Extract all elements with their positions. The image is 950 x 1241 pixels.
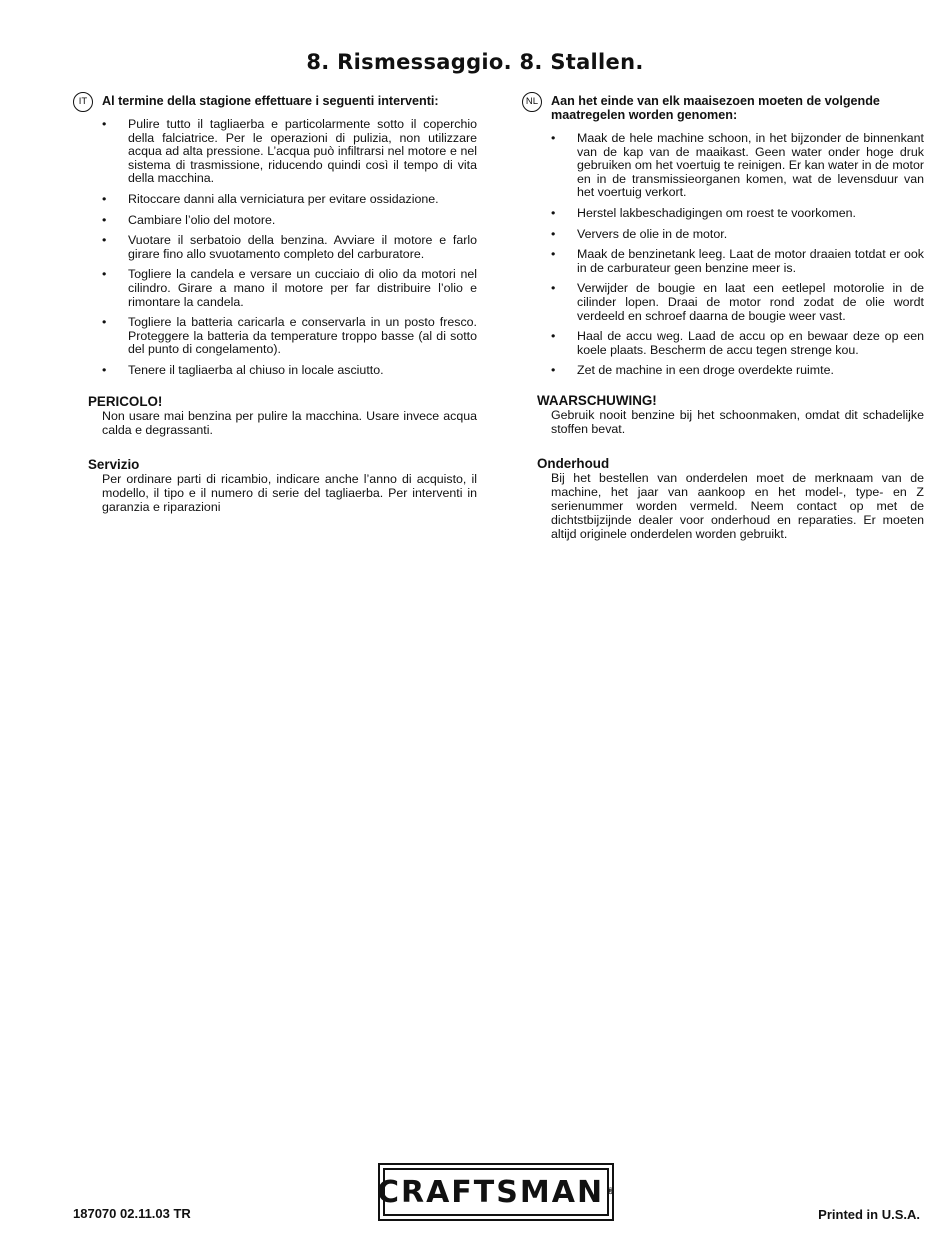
bullet-icon: • [102,267,107,282]
craftsman-logo-text: CRAFTSMAN [376,1174,605,1210]
bullet-icon: • [102,191,107,206]
list-item-text: Verwijder de bougie en laat een eetlepel motorolie in de cilinder lopen. Draai de motor rond zodat de olie wordt verdeeld en schroef daarna de bougie weer vast. [577,281,924,323]
list-item [551,364,924,378]
list-item-text: Zet de machine in een droge overdekte ruimte. [577,363,834,378]
list-item [102,316,477,357]
list-item [551,207,924,221]
list-item [102,193,477,207]
italian-warning-heading: PERICOLO! [88,393,163,409]
bullet-icon: • [551,363,556,378]
bullet-icon: • [102,117,107,131]
bullet-icon: • [551,281,556,296]
bullet-icon: • [102,233,107,248]
list-item [102,214,477,228]
italian-bullet-list [73,118,477,378]
bullet-icon: • [551,226,556,241]
list-item [551,248,924,275]
dutch-service-heading: Onderhoud [537,455,610,471]
list-item-text: Ververs de olie in de motor. [577,226,728,241]
list-item [102,268,477,309]
dutch-service-text: Bij het bestellen van onderdelen moet de merknaam van de machine, het jaar van aankoop en het model-, type- en Z serienummer worden vermeld. Neem contact op met de dichtstbijzijnde dealer voor onderhoud en reparaties. Er moeten altijd originele onderdelen worden gebruikt. [551,470,924,541]
bullet-icon: • [551,247,556,262]
dutch-bullet-list [522,132,924,378]
bullet-icon: • [102,315,107,330]
list-item [551,282,924,323]
list-item [551,132,924,200]
registered-mark: ® [606,1187,616,1197]
italian-intro-text: Al termine della stagione effettuare i seguenti interventi: [102,94,439,108]
dutch-warning-text: Gebruik nooit benzine bij het schoonmaken, omdat dit schadelijke stoffen bevat. [551,407,924,436]
italian-service-text: Per ordinare parti di ricambio, indicare anche l’anno di acquisto, il modello, il tipo e il numero di serie del tagliaerba. Per interventi in garanzia e riparazioni [102,471,477,514]
list-item-text: Cambiare l’olio del motore. [128,212,276,227]
list-item [551,330,924,357]
page-title: 8. Rismessaggio. 8. Stallen. [306,50,644,74]
italian-warning-text: Non usare mai benzina per pulire la macchina. Usare invece acqua calda e degrassanti. [102,408,477,437]
list-item-text: Maak de hele machine schoon, in het bijzonder de binnenkant van de kap van de maaikast. Geen water onder hoge druk gebruiken om het voertuig te reinigen. Er kan water in de motor en in de transmissieorganen komen, wat de levensduur van het voertuig verkort. [577,131,924,200]
dutch-intro [522,94,924,122]
craftsman-logo-inner [376,1168,616,1216]
list-item-text: Maak de benzinetank leeg. Laat de motor draaien totdat er ook in de carburateur geen benzine meer is. [577,247,924,275]
italian-column [73,94,477,514]
bullet-icon: • [551,205,556,220]
list-item-text: Togliere la candela e versare un cucciaio di olio da motori nel cilindro. Girare a mano il motore per far distribuire l’olio e rimontare la candela. [128,267,477,309]
list-item [102,364,477,378]
list-item-text: Pulire tutto il tagliaerba e particolarmente sotto il coperchio della falciatrice. Per le operazioni di pulizia, non utilizzare acqua ad alta pressione. L’acqua può infiltrarsi nel motore e nel sistema di trasmissione, riducendo quindi così il tempo di vita della macchina. [128,117,477,186]
bullet-icon: • [102,212,107,227]
printed-in-label: Printed in U.S.A. [818,1207,920,1222]
list-item-text: Vuotare il serbatoio della benzina. Avviare il motore e farlo girare fino allo svuotamento completo del carburatore. [128,233,477,261]
list-item [102,234,477,261]
list-item [102,118,477,186]
dutch-intro-text: Aan het einde van elk maaisezoen moeten de volgende maatregelen worden genomen: [551,94,880,122]
language-badge-nl: NL [522,92,542,112]
bullet-icon: • [551,329,556,344]
dutch-warning-heading: WAARSCHUWING! [537,392,657,408]
dutch-column [522,94,924,541]
document-code: 187070 02.11.03 TR [73,1206,191,1221]
italian-service-heading: Servizio [88,456,140,472]
list-item-text: Togliere la batteria caricarla e conservarla in un posto fresco. Proteggere la batteria da temperature troppo basse (al di sotto del punto di congelamento). [128,315,477,357]
list-item [551,228,924,242]
italian-intro [73,94,477,108]
bullet-icon: • [102,362,107,377]
bullet-icon: • [551,131,556,145]
craftsman-logo [378,1163,614,1221]
list-item-text: Haal de accu weg. Laad de accu op en bewaar deze op een koele plaats. Bescherm de accu tegen strenge kou. [577,329,924,357]
list-item-text: Herstel lakbeschadigingen om roest te voorkomen. [577,205,856,220]
list-item-text: Ritoccare danni alla verniciatura per evitare ossidazione. [128,191,439,206]
list-item-text: Tenere il tagliaerba al chiuso in locale asciutto. [128,362,384,377]
language-badge-it: IT [73,92,93,112]
